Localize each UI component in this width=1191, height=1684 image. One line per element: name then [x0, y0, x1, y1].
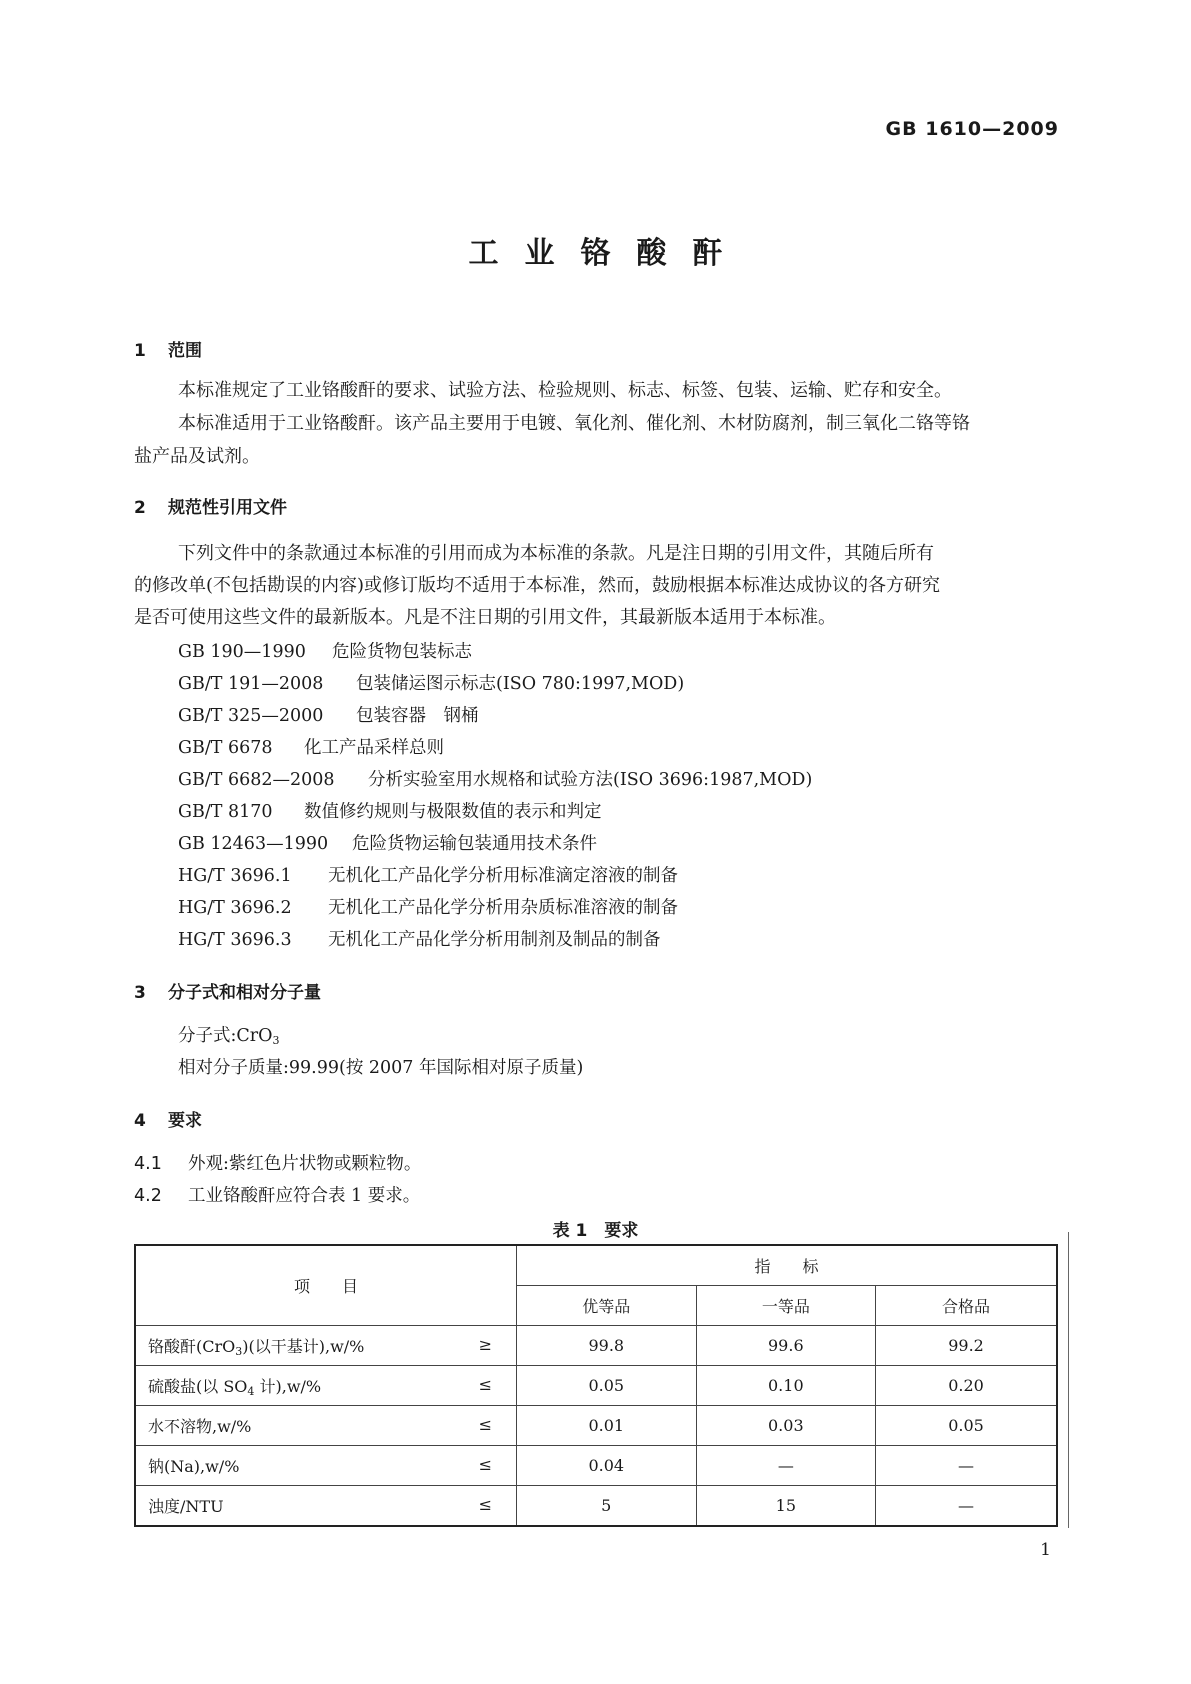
value-cell: — — [876, 1486, 1057, 1527]
clause-4-1 — [134, 1150, 421, 1175]
paragraph: 本标准规定了工业铬酸酐的要求、试验方法、检验规则、标志、标签、包装、运输、贮存和安全。 — [178, 380, 952, 401]
molecular-formula — [178, 1022, 280, 1047]
page-number: 1 — [1040, 1540, 1051, 1560]
item-subscript: 3 — [235, 1344, 243, 1358]
section-title: 分子式和相对分子量 — [168, 983, 321, 1003]
reference-title: 无机化工产品化学分析用杂质标准溶液的制备 — [328, 898, 678, 918]
header-grade: 合格品 — [876, 1286, 1057, 1326]
reference-item — [178, 830, 597, 855]
reference-code: GB/T 6682—2008 — [178, 770, 335, 790]
table-row — [135, 1366, 1057, 1406]
item-text: 硫酸盐(以 SO — [148, 1376, 248, 1396]
value-cell: 0.03 — [696, 1406, 876, 1446]
value-cell: 0.20 — [876, 1366, 1057, 1406]
reference-title: 数值修约规则与极限数值的表示和判定 — [304, 802, 602, 822]
reference-title: 化工产品采样总则 — [304, 738, 444, 758]
comparison-sign: ≤ — [478, 1495, 492, 1514]
reference-code: GB/T 191—2008 — [178, 674, 324, 694]
reference-title: 无机化工产品化学分析用制剂及制品的制备 — [328, 930, 661, 950]
molecular-mass: 相对分子质量:99.99(按 2007 年国际相对原子质量) — [178, 1058, 584, 1078]
item-text: 钠(Na),w/% — [148, 1457, 240, 1476]
reference-item — [178, 798, 602, 823]
document-title: 工业铬酸酐 — [468, 236, 749, 271]
value-cell: 99.2 — [876, 1326, 1057, 1366]
paragraph: 本标准适用于工业铬酸酐。该产品主要用于电镀、氧化剂、催化剂、木材防腐剂，制三氧化二铬等铬 — [178, 413, 970, 434]
table-row — [135, 1446, 1057, 1486]
clause-text: 工业铬酸酐应符合表 1 要求。 — [188, 1186, 421, 1206]
item-subscript: 4 — [247, 1384, 255, 1398]
item-text: 浊度/NTU — [148, 1497, 224, 1516]
comparison-sign: ≤ — [478, 1415, 492, 1434]
formula-subscript: 3 — [272, 1034, 280, 1047]
item-text: )(以干基计),w/% — [242, 1336, 365, 1356]
item-text: 铬酸酐(CrO — [148, 1336, 236, 1356]
requirements-table — [134, 1244, 1058, 1527]
section-title: 范围 — [168, 341, 202, 361]
table-row — [135, 1326, 1057, 1366]
value-cell: 99.6 — [696, 1326, 876, 1366]
section-title: 规范性引用文件 — [168, 498, 287, 518]
header-grade: 一等品 — [696, 1286, 876, 1326]
reference-title: 包装容器 钢桶 — [356, 706, 479, 726]
value-cell: 5 — [517, 1486, 697, 1527]
section-number: 4 — [134, 1111, 146, 1131]
item-cell — [135, 1326, 517, 1366]
clause-4-2 — [134, 1182, 420, 1207]
value-cell: 15 — [696, 1486, 876, 1527]
formula-text: 分子式:CrO — [178, 1026, 273, 1046]
reference-title: 包装储运图示标志(ISO 780:1997,MOD) — [356, 674, 685, 694]
item-cell — [135, 1446, 517, 1486]
header-item: 项 目 — [135, 1245, 517, 1326]
value-cell: 0.10 — [696, 1366, 876, 1406]
value-cell: 0.01 — [517, 1406, 697, 1446]
paragraph: 下列文件中的条款通过本标准的引用而成为本标准的条款。凡是注日期的引用文件，其随后所有 — [178, 543, 934, 564]
item-cell — [135, 1366, 517, 1406]
reference-code: HG/T 3696.2 — [178, 898, 292, 918]
reference-item — [178, 926, 661, 951]
reference-title: 危险货物运输包装通用技术条件 — [352, 834, 597, 854]
paragraph: 的修改单(不包括勘误的内容)或修订版均不适用于本标准，然而，鼓励根据本标准达成协议的各方研究 — [134, 575, 941, 596]
item-text: 计),w/% — [254, 1376, 322, 1396]
clause-text: 外观:紫红色片状物或颗粒物。 — [188, 1154, 422, 1174]
section-3-heading — [134, 978, 321, 1003]
section-2-heading — [134, 493, 287, 518]
clause-number: 4.2 — [134, 1186, 162, 1206]
value-cell: 0.04 — [517, 1446, 697, 1486]
reference-code: GB/T 8170 — [178, 802, 273, 822]
reference-item — [178, 894, 678, 919]
section-title: 要求 — [168, 1111, 202, 1131]
clause-number: 4.1 — [134, 1154, 162, 1174]
paragraph: 盐产品及试剂。 — [134, 446, 260, 467]
reference-title: 无机化工产品化学分析用标准滴定溶液的制备 — [328, 866, 678, 886]
item-cell — [135, 1406, 517, 1446]
paragraph: 是否可使用这些文件的最新版本。凡是不注日期的引用文件，其最新版本适用于本标准。 — [134, 607, 836, 628]
reference-title: 分析实验室用水规格和试验方法(ISO 3696:1987,MOD) — [368, 770, 813, 790]
reference-code: GB/T 6678 — [178, 738, 273, 758]
reference-item — [178, 702, 479, 727]
section-number: 1 — [134, 341, 146, 361]
reference-code: GB 12463—1990 — [178, 834, 329, 854]
table-row — [135, 1406, 1057, 1446]
reference-code: GB/T 325—2000 — [178, 706, 324, 726]
reference-item — [178, 670, 684, 695]
section-4-heading — [134, 1106, 202, 1131]
value-cell: 0.05 — [876, 1406, 1057, 1446]
reference-code: GB 190—1990 — [178, 642, 306, 662]
reference-item — [178, 734, 444, 759]
reference-code: HG/T 3696.1 — [178, 866, 292, 886]
table-caption: 表 1 要求 — [552, 1221, 639, 1241]
section-1-heading — [134, 336, 202, 361]
value-cell: — — [876, 1446, 1057, 1486]
item-text: 水不溶物,w/% — [148, 1417, 252, 1436]
value-cell: — — [696, 1446, 876, 1486]
standard-number: GB 1610—2009 — [885, 118, 1059, 140]
value-cell: 0.05 — [517, 1366, 697, 1406]
comparison-sign: ≥ — [478, 1335, 492, 1354]
margin-rule — [1068, 1232, 1069, 1528]
section-number: 2 — [134, 498, 146, 518]
comparison-sign: ≤ — [478, 1455, 492, 1474]
section-number: 3 — [134, 983, 146, 1003]
value-cell: 99.8 — [517, 1326, 697, 1366]
reference-item — [178, 862, 678, 887]
header-index: 指 标 — [517, 1245, 1058, 1286]
reference-item — [178, 638, 472, 663]
reference-item — [178, 766, 812, 791]
header-grade: 优等品 — [517, 1286, 697, 1326]
item-cell — [135, 1486, 517, 1527]
table-row — [135, 1486, 1057, 1527]
reference-code: HG/T 3696.3 — [178, 930, 292, 950]
comparison-sign: ≤ — [478, 1375, 492, 1394]
reference-title: 危险货物包装标志 — [332, 642, 472, 662]
